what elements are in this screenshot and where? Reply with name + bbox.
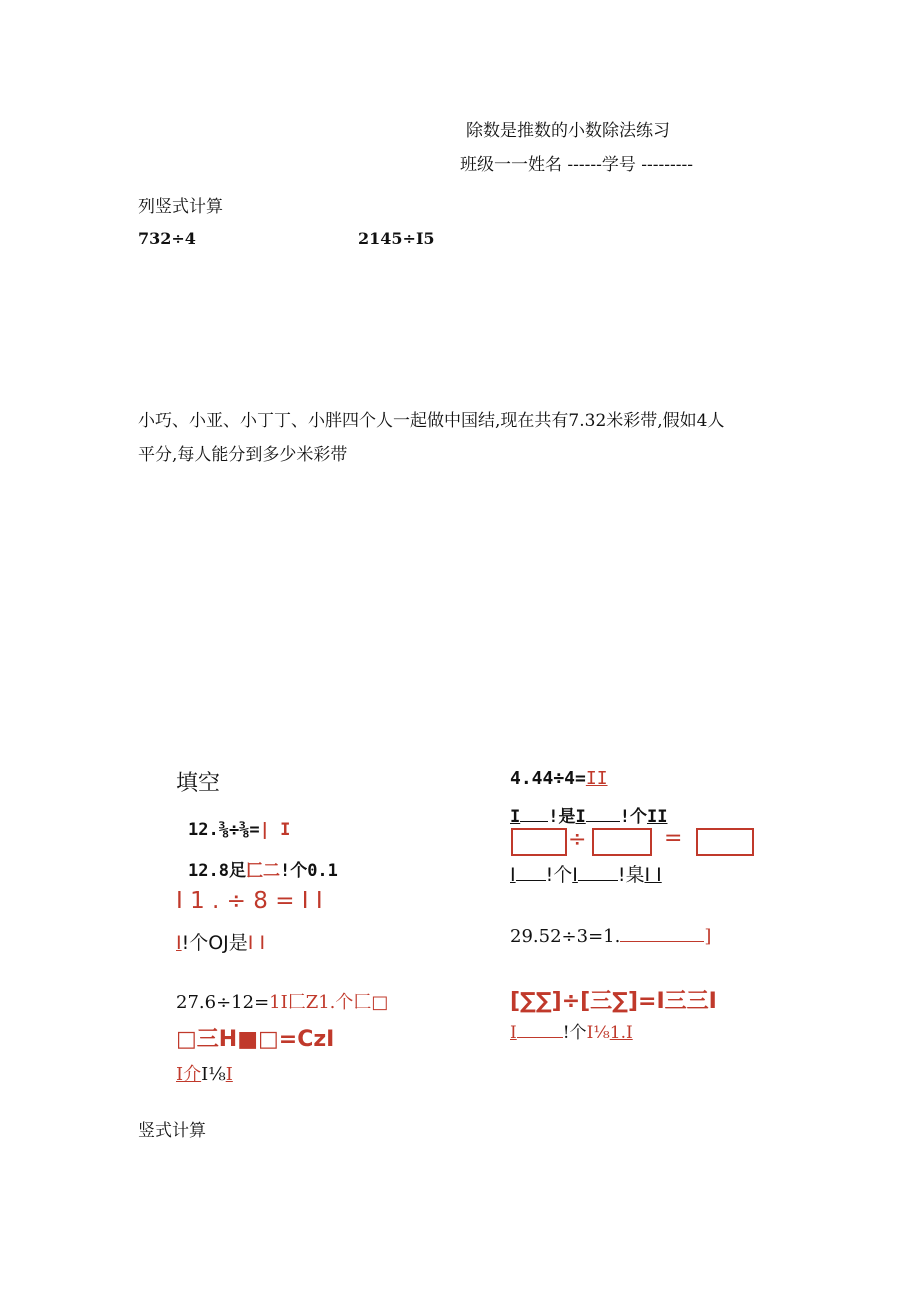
fill-right-line-4 bbox=[510, 860, 662, 887]
fill-right-line-1 bbox=[510, 768, 608, 789]
fill-right-4d: !臬 bbox=[617, 864, 645, 886]
fill-left-line-7 bbox=[176, 1060, 233, 1086]
fill-right-4b: !个 bbox=[545, 864, 573, 886]
fill-left-4b: !个OJ是 bbox=[181, 932, 248, 954]
fill-right-7a: I bbox=[510, 1023, 517, 1043]
fill-right-5a: 29.52÷3=1. bbox=[510, 926, 621, 947]
problem-2145-div-15: 2145÷I5 bbox=[358, 229, 435, 248]
fill-right-2b: !是 bbox=[548, 807, 576, 827]
fill-left-2a: 12.8足 bbox=[188, 861, 246, 881]
division-sign: ÷ bbox=[568, 827, 587, 852]
fill-left-line-5 bbox=[176, 988, 388, 1014]
fill-right-7c: I⅛ bbox=[586, 1023, 610, 1043]
fill-left-4c: I I bbox=[247, 932, 266, 954]
fill-right-4e: I I bbox=[644, 864, 662, 886]
fill-right-2e: II bbox=[647, 807, 668, 827]
fill-right-7d: 1.I bbox=[609, 1023, 633, 1043]
fill-right-line-6: [∑∑]÷[三∑]=I三三I bbox=[510, 989, 717, 1014]
fill-left-line-2 bbox=[188, 856, 338, 881]
fill-left-5a: 27.6÷12= bbox=[176, 992, 270, 1013]
fill-left-1-expr: 12.⅜÷⅜= bbox=[188, 820, 260, 840]
fill-left-line-3: I 1 . ÷ 8 = I I bbox=[176, 888, 323, 914]
fill-right-2d: !个 bbox=[619, 807, 647, 827]
word-problem-line-1: 小巧、小亚、小丁丁、小胖四个人一起做中国结,现在共有7.32米彩带,假如4人 bbox=[138, 411, 725, 431]
fill-right-7b: !个 bbox=[562, 1023, 587, 1043]
blank-box-quotient[interactable] bbox=[696, 828, 754, 856]
fill-left-5b: 1I匚Z1.个匚□ bbox=[269, 992, 389, 1013]
fill-left-7b: I⅛ bbox=[201, 1064, 226, 1085]
fill-left-line-4 bbox=[176, 928, 265, 955]
fill-right-1b: II bbox=[585, 768, 608, 789]
fill-right-5b: ] bbox=[704, 926, 712, 947]
fill-right-line-5 bbox=[510, 926, 711, 947]
fill-right-4a: I bbox=[510, 864, 516, 886]
problem-732-div-4: 732÷4 bbox=[138, 229, 196, 248]
fill-left-line-1 bbox=[188, 820, 290, 840]
blank-box-divisor[interactable] bbox=[592, 828, 652, 856]
fill-left-1-answer: | I bbox=[259, 820, 291, 840]
fill-left-4a: I bbox=[176, 932, 182, 954]
fill-right-line-7 bbox=[510, 1018, 633, 1043]
fill-left-2b: 匚二 bbox=[245, 861, 280, 881]
fill-left-2c: !个0.1 bbox=[279, 861, 338, 881]
fill-right-2c: I bbox=[575, 807, 586, 827]
fill-right-line-2 bbox=[510, 802, 667, 827]
section-heading-vertical-calc: 列竖式计算 bbox=[138, 197, 223, 217]
fill-right-2a: I bbox=[510, 807, 521, 827]
fill-in-blank-heading: 填空 bbox=[176, 771, 221, 796]
fill-right-1a: 4.44÷4= bbox=[510, 768, 586, 789]
blank-box-dividend[interactable] bbox=[511, 828, 567, 856]
class-name-number-line: 班级一一姓名 ------学号 --------- bbox=[460, 155, 693, 175]
section-heading-vertical-calc-2: 竖式计算 bbox=[138, 1121, 206, 1141]
fill-right-4c: I bbox=[572, 864, 578, 886]
fill-left-7c: I bbox=[225, 1064, 233, 1085]
worksheet-title: 除数是推数的小数除法练习 bbox=[466, 121, 670, 141]
fill-left-7a: I介 bbox=[176, 1064, 202, 1085]
word-problem-line-2: 平分,每人能分到多少米彩带 bbox=[138, 445, 348, 465]
equals-sign: = bbox=[664, 826, 683, 851]
fill-left-line-6: □三H■□=CzI bbox=[176, 1027, 335, 1052]
